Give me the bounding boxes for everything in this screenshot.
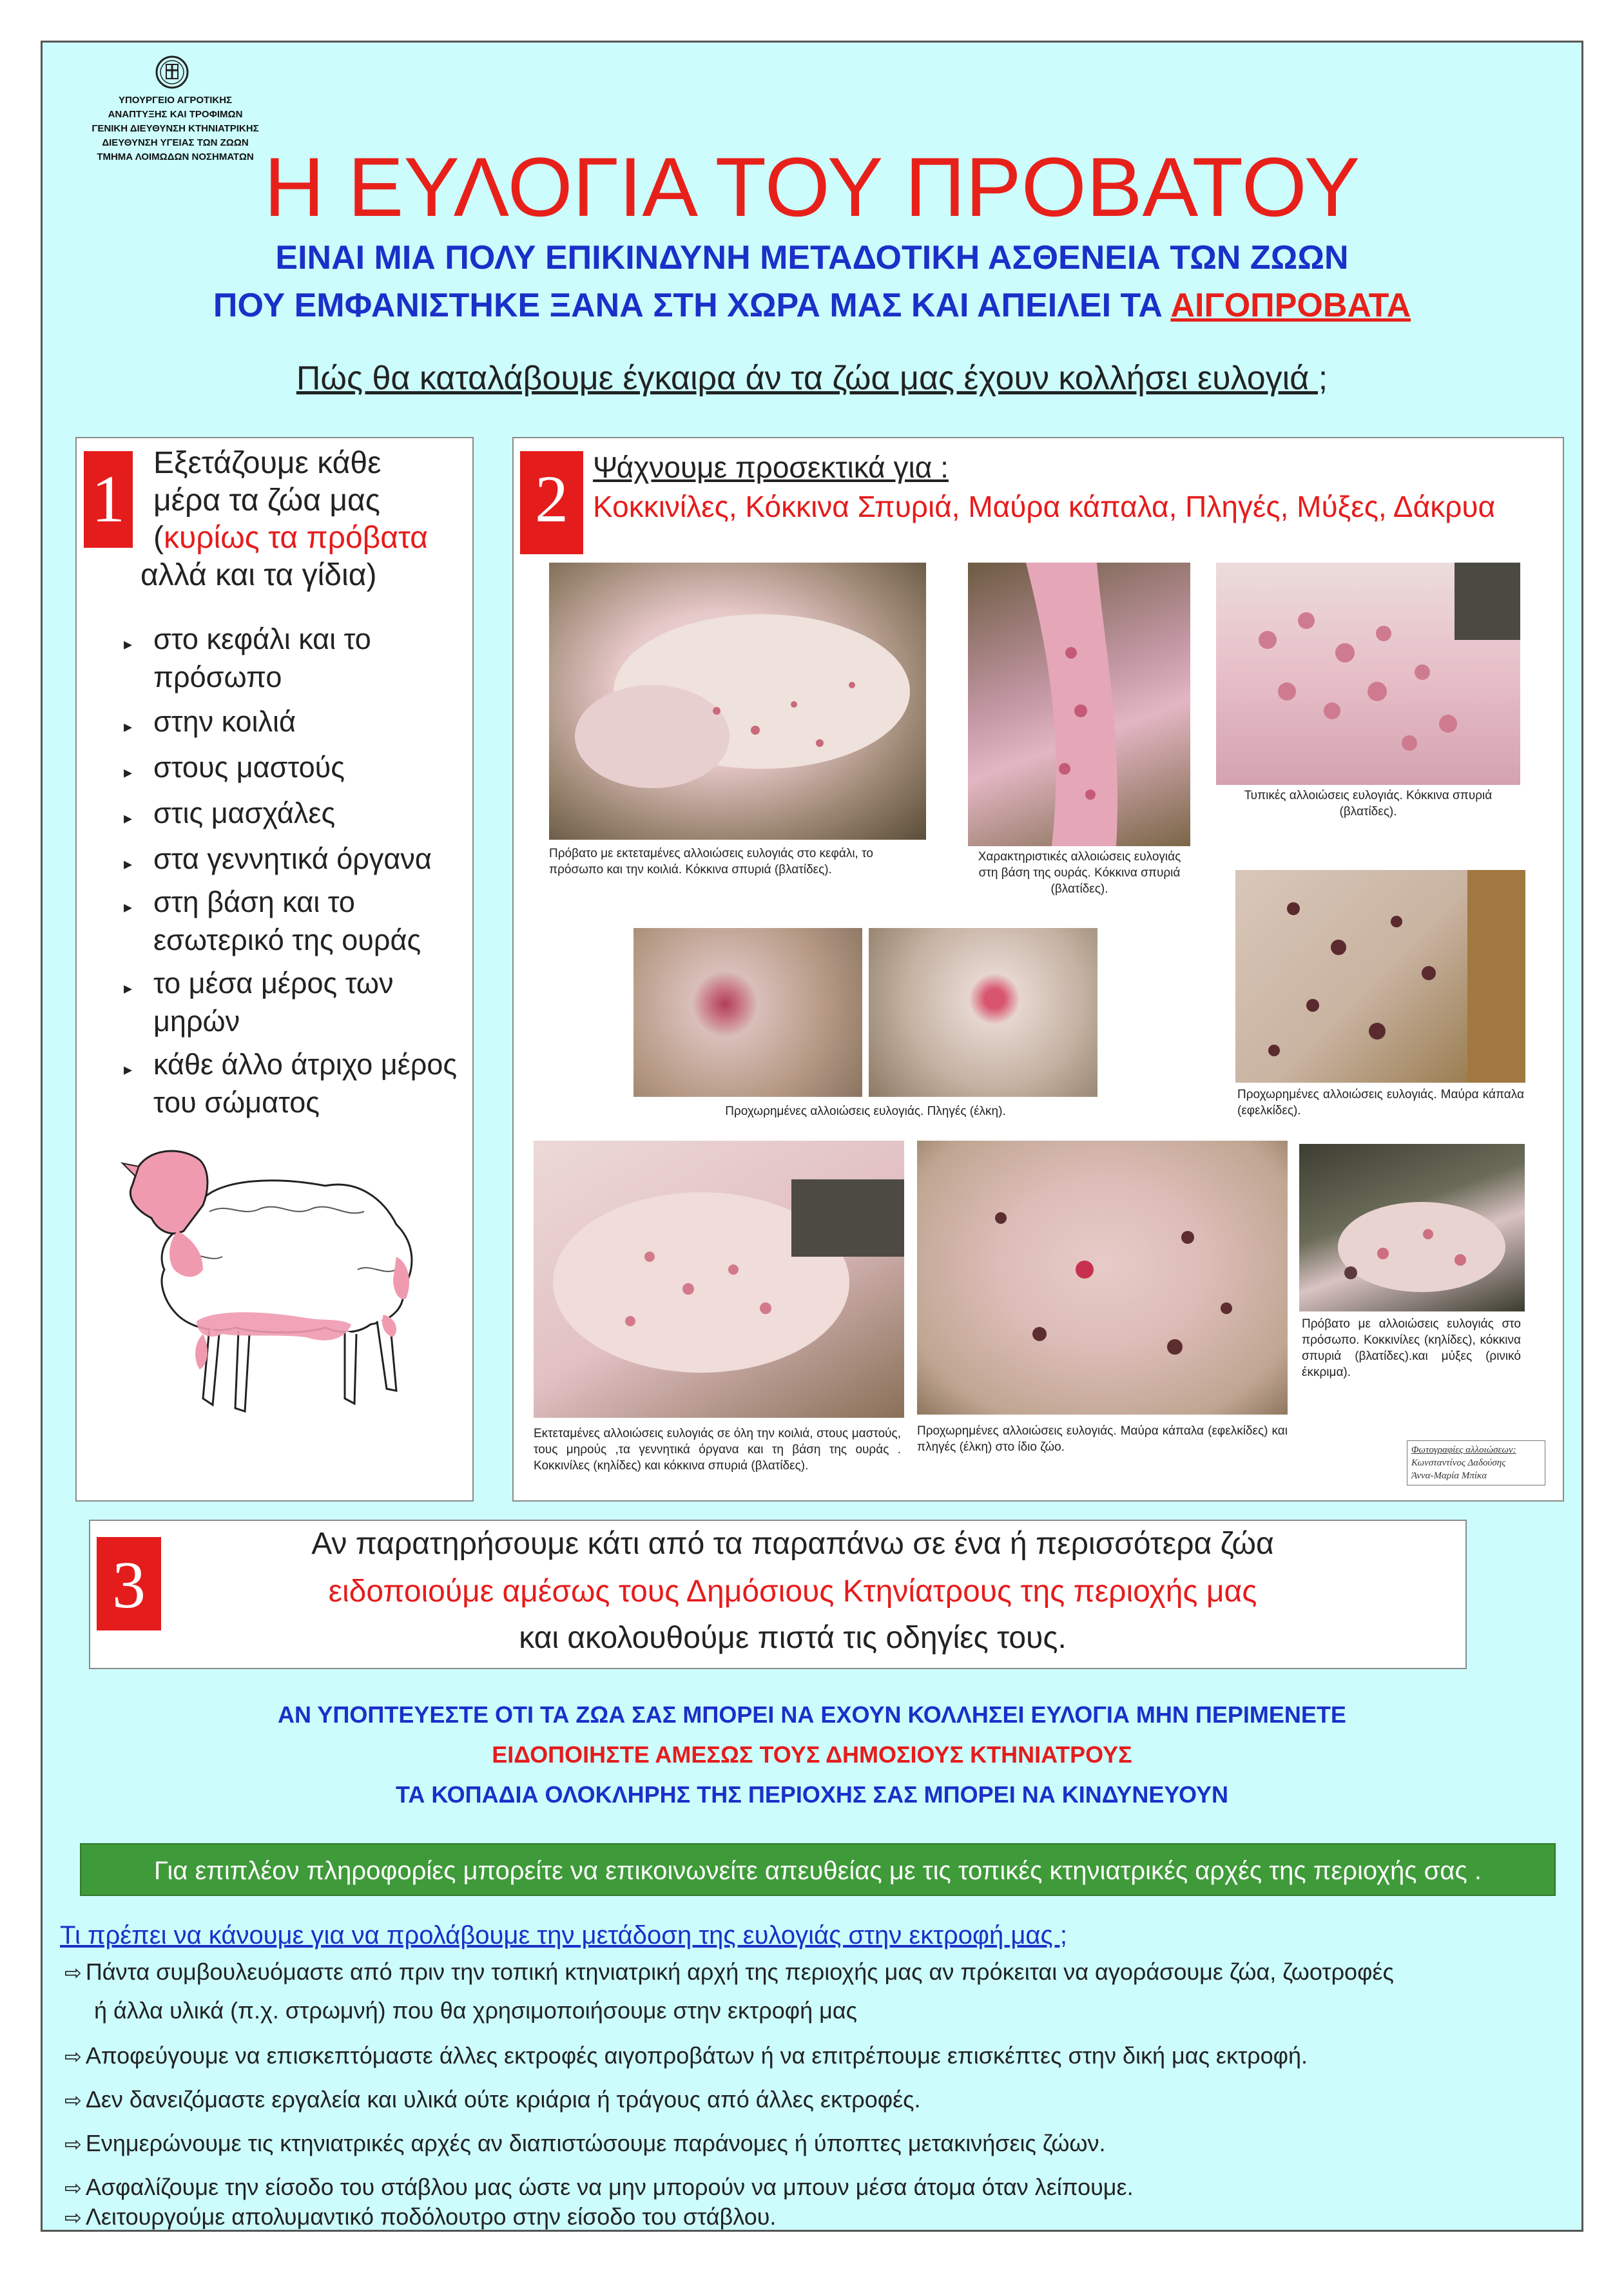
step-number-3: 3	[97, 1537, 161, 1630]
photo-caption: Πρόβατο με αλλοιώσεις ευλογιάς στο πρόσωπο. Κοκκινίλες (κηλίδες), κόκκινα σπυριά (βλατίδες).και μύξες (ρινικό έκκριμα).	[1302, 1317, 1521, 1379]
arrow-right-icon: ⇨	[64, 2089, 82, 2112]
prevention-item: ⇨ Ασφαλίζουμε την είσοδο του στάβλου μας ώστε να μην μπορούν να μπουν μέσα άτομα όταν λείπουμε.	[64, 2174, 1134, 2200]
photo-caption: Προχωρημένες αλλοιώσεις ευλογιάς. Μαύρα κάπαλα (εφελκίδες).	[1237, 1088, 1524, 1117]
prevention-title: Τι πρέπει να κάνουμε για να προλάβουμε την μετάδοση της ευλογιάς στην εκτροφή μας ;	[60, 1921, 1067, 1949]
box1-heading: Εξετάζουμε κάθε μέρα τα ζώα μας (κυρίως τα πρόβατα αλλά και τα γίδια)	[140, 446, 429, 592]
warning-line-3: ΤΑ ΚΟΠΑΔΙΑ ΟΛΟΚΛΗΡΗΣ ΤΗΣ ΠΕΡΙΟΧΗΣ ΣΑΣ ΜΠΟΡΕΙ ΝΑ ΚΙΝΔΥΝΕΥΟΥΝ	[396, 1781, 1228, 1808]
photo-face-nose	[1299, 1144, 1525, 1311]
photo-caption: Προχωρημένες αλλοιώσεις ευλογιάς. Μαύρα κάπαλα (εφελκίδες) και πληγές (έλκη) στο ίδιο ζώο.	[917, 1424, 1288, 1454]
symptoms-list: Κοκκινίλες, Κόκκινα Σπυριά, Μαύρα κάπαλα, Πληγές, Μύξες, Δάκρυα	[593, 490, 1496, 523]
body-areas-list	[124, 620, 459, 1121]
subtitle-line-1: ΕΙΝΑΙ ΜΙΑ ΠΟΛΥ ΕΠΙΚΙΝΔΥΝΗ ΜΕΤΑΔΟΤΙΚΗ ΑΣΘΕΝΕΙΑ ΤΩΝ ΖΩΩΝ	[275, 239, 1349, 276]
list-item: ▸ στα γεννητικά όργανα	[124, 840, 459, 878]
subtitle-highlight: ΑΙΓΟΠΡΟΒΑΤΑ	[1170, 287, 1411, 324]
prevention-item-continued: ή άλλα υλικά (π.χ. στρωμνή) που θα χρησιμοποιήσουμε στην εκτροφή μας	[94, 1997, 858, 2024]
ministry-header: ΥΠΟΥΡΓΕΙΟ ΑΓΡΟΤΙΚΗΣ ΑΝΑΠΤΥΞΗΣ ΚΑΙ ΤΡΟΦΙΜΩΝ ΓΕΝΙΚΗ ΔΙΕΥΘΥΝΣΗ ΚΤΗΝΙΑΤΡΙΚΗΣ ΔΙΕΥΘΥΝΣΗ ΥΓΕΙΑΣ ΤΩΝ ΖΩΩΝ ΤΜΗΜΑ ΛΟΙΜΩΔΩΝ ΝΟΣΗΜΑΤΩΝ	[92, 95, 259, 162]
photo-caption: Χαρακτηριστικές αλλοιώσεις ευλογιάς στη βάση της ουράς. Κόκκινα σπυριά (βλατίδες).	[978, 850, 1181, 896]
box3-line-1: Αν παρατηρήσουμε κάτι από τα παραπάνω σε ένα ή περισσότερα ζώα	[311, 1527, 1274, 1561]
list-item: ▸ στη βάση και το εσωτερικό της ουράς	[124, 883, 459, 959]
warning-line-2: ΕΙΔΟΠΟΙΗΣΤΕ ΑΜΕΣΩΣ ΤΟΥΣ ΔΗΜΟΣΙΟΥΣ ΚΤΗΝΙΑΤΡΟΥΣ	[492, 1741, 1132, 1768]
photo-caption: Προχωρημένες αλλοιώσεις ευλογιάς. Πληγές (έλκη).	[725, 1105, 1006, 1118]
list-item: ▸ στο κεφάλι και το πρόσωπο	[124, 620, 459, 696]
photo-caption: Πρόβατο με εκτεταμένες αλλοιώσεις ευλογιάς στο κεφάλι, το πρόσωπο και την κοιλιά. Κόκκινα σπυριά (βλατίδες).	[549, 847, 873, 876]
list-item: ▸ στην κοιλιά	[124, 702, 459, 740]
box3-line-3: και ακολουθούμε πιστά τις οδηγίες τους.	[519, 1621, 1067, 1655]
list-item: ▸ στους μαστούς	[124, 748, 459, 786]
photo-typical-lesions	[1216, 563, 1520, 785]
photo-ulcer-1	[633, 928, 862, 1097]
arrow-right-icon: ⇨	[64, 1961, 82, 1984]
photo-belly	[534, 1141, 904, 1418]
photo-head-face	[549, 563, 926, 840]
photo-caption: Τυπικές αλλοιώσεις ευλογιάς. Κόκκινα σπυριά (βλατίδες).	[1244, 789, 1493, 818]
arrow-right-icon: ⇨	[64, 2045, 82, 2068]
subtitle-line-2: ΠΟΥ ΕΜΦΑΝΙΣΤΗΚΕ ΞΑΝΑ ΣΤΗ ΧΩΡΑ ΜΑΣ ΚΑΙ ΑΠΕΙΛΕΙ ΤΑ ΑΙΓΟΠΡΟΒΑΤΑ	[213, 287, 1411, 324]
step-number-2: 2	[520, 451, 583, 554]
sheep-diagram-icon	[113, 1141, 429, 1431]
list-item: ▸ στις μασχάλες	[124, 794, 459, 832]
arrow-right-icon: ⇨	[64, 2206, 82, 2229]
prevention-item: ⇨ Πάντα συμβουλευόμαστε από πριν την τοπική κτηνιατρική αρχή της περιοχής μας αν πρόκειται να αγοράσουμε ζώα, ζωοτροφές	[64, 1959, 1394, 1985]
photo-ulcer-2	[869, 928, 1097, 1097]
prevention-item: ⇨ Δεν δανειζόμαστε εργαλεία και υλικά ούτε κριάρια ή τράγους από άλλες εκτροφές.	[64, 2086, 921, 2113]
prevention-item: ⇨ Αποφεύγουμε να επισκεπτόμαστε άλλες εκτροφές αιγοπροβάτων ή να επιτρέπουμε επισκέπτες στην δική μας εκτροφή.	[64, 2042, 1308, 2069]
list-item: ▸ το μέσα μέρος των μηρών	[124, 964, 459, 1040]
photo-credit: Φωτογραφίες αλλοιώσεων: Κωνσταντίνος Δαδούσης Άννα-Μαρία Μπίκα	[1407, 1440, 1545, 1485]
arrow-right-icon: ⇨	[64, 2176, 82, 2200]
photo-tail-base	[968, 563, 1190, 846]
photo-caption: Εκτεταμένες αλλοιώσεις ευλογιάς σε όλη την κοιλιά, στους μαστούς, τους μηρούς ,τα γεννητικά όργανα και τη βάση της ουράς . Κοκκινίλες (κηλίδες) και κόκκινα σπυριά (βλατίδες).	[534, 1427, 901, 1473]
box2-heading: Ψάχνουμε προσεκτικά για :	[593, 450, 949, 484]
list-item: ▸ κάθε άλλο άτριχο μέρος του σώματος	[124, 1045, 459, 1121]
page-title: Η ΕΥΛΟΓΙΑ ΤΟΥ ΠΡΟΒΑΤΟΥ	[264, 140, 1360, 234]
prevention-item: ⇨ Ενημερώνουμε τις κτηνιατρικές αρχές αν διαπιστώσουμε παράνομες ή ύποπτες μετακινήσεις ζώων.	[64, 2130, 1106, 2156]
arrow-right-icon: ⇨	[64, 2133, 82, 2156]
photo-scabs-ulcers	[917, 1141, 1288, 1415]
photo-scabs	[1235, 870, 1525, 1083]
greek-crest-icon	[155, 55, 189, 90]
info-bar: Για επιπλέον πληροφορίες μπορείτε να επικοινωνείτε απευθείας με τις τοπικές κτηνιατρικές αρχές της περιοχής σας .	[80, 1843, 1556, 1896]
prevention-item: ⇨ Λειτουργούμε απολυμαντικό ποδόλουτρο στην είσοδο του στάβλου.	[64, 2203, 777, 2230]
step-number-1: 1	[84, 451, 133, 548]
box3-line-2: ειδοποιούμε αμέσως τους Δημόσιους Κτηνίατρους της περιοχής μας	[328, 1574, 1257, 1609]
warning-line-1: ΑΝ ΥΠΟΠΤΕΥΕΣΤΕ ΟΤΙ ΤΑ ΖΩΑ ΣΑΣ ΜΠΟΡΕΙ ΝΑ ΕΧΟΥΝ ΚΟΛΛΗΣΕΙ ΕΥΛΟΓΙΑ ΜΗΝ ΠΕΡΙΜΕΝΕΤΕ	[278, 1701, 1346, 1728]
main-question: Πώς θα καταλάβουμε έγκαιρα άν τα ζώα μας έχουν κολλήσει ευλογιά ;	[296, 360, 1328, 397]
